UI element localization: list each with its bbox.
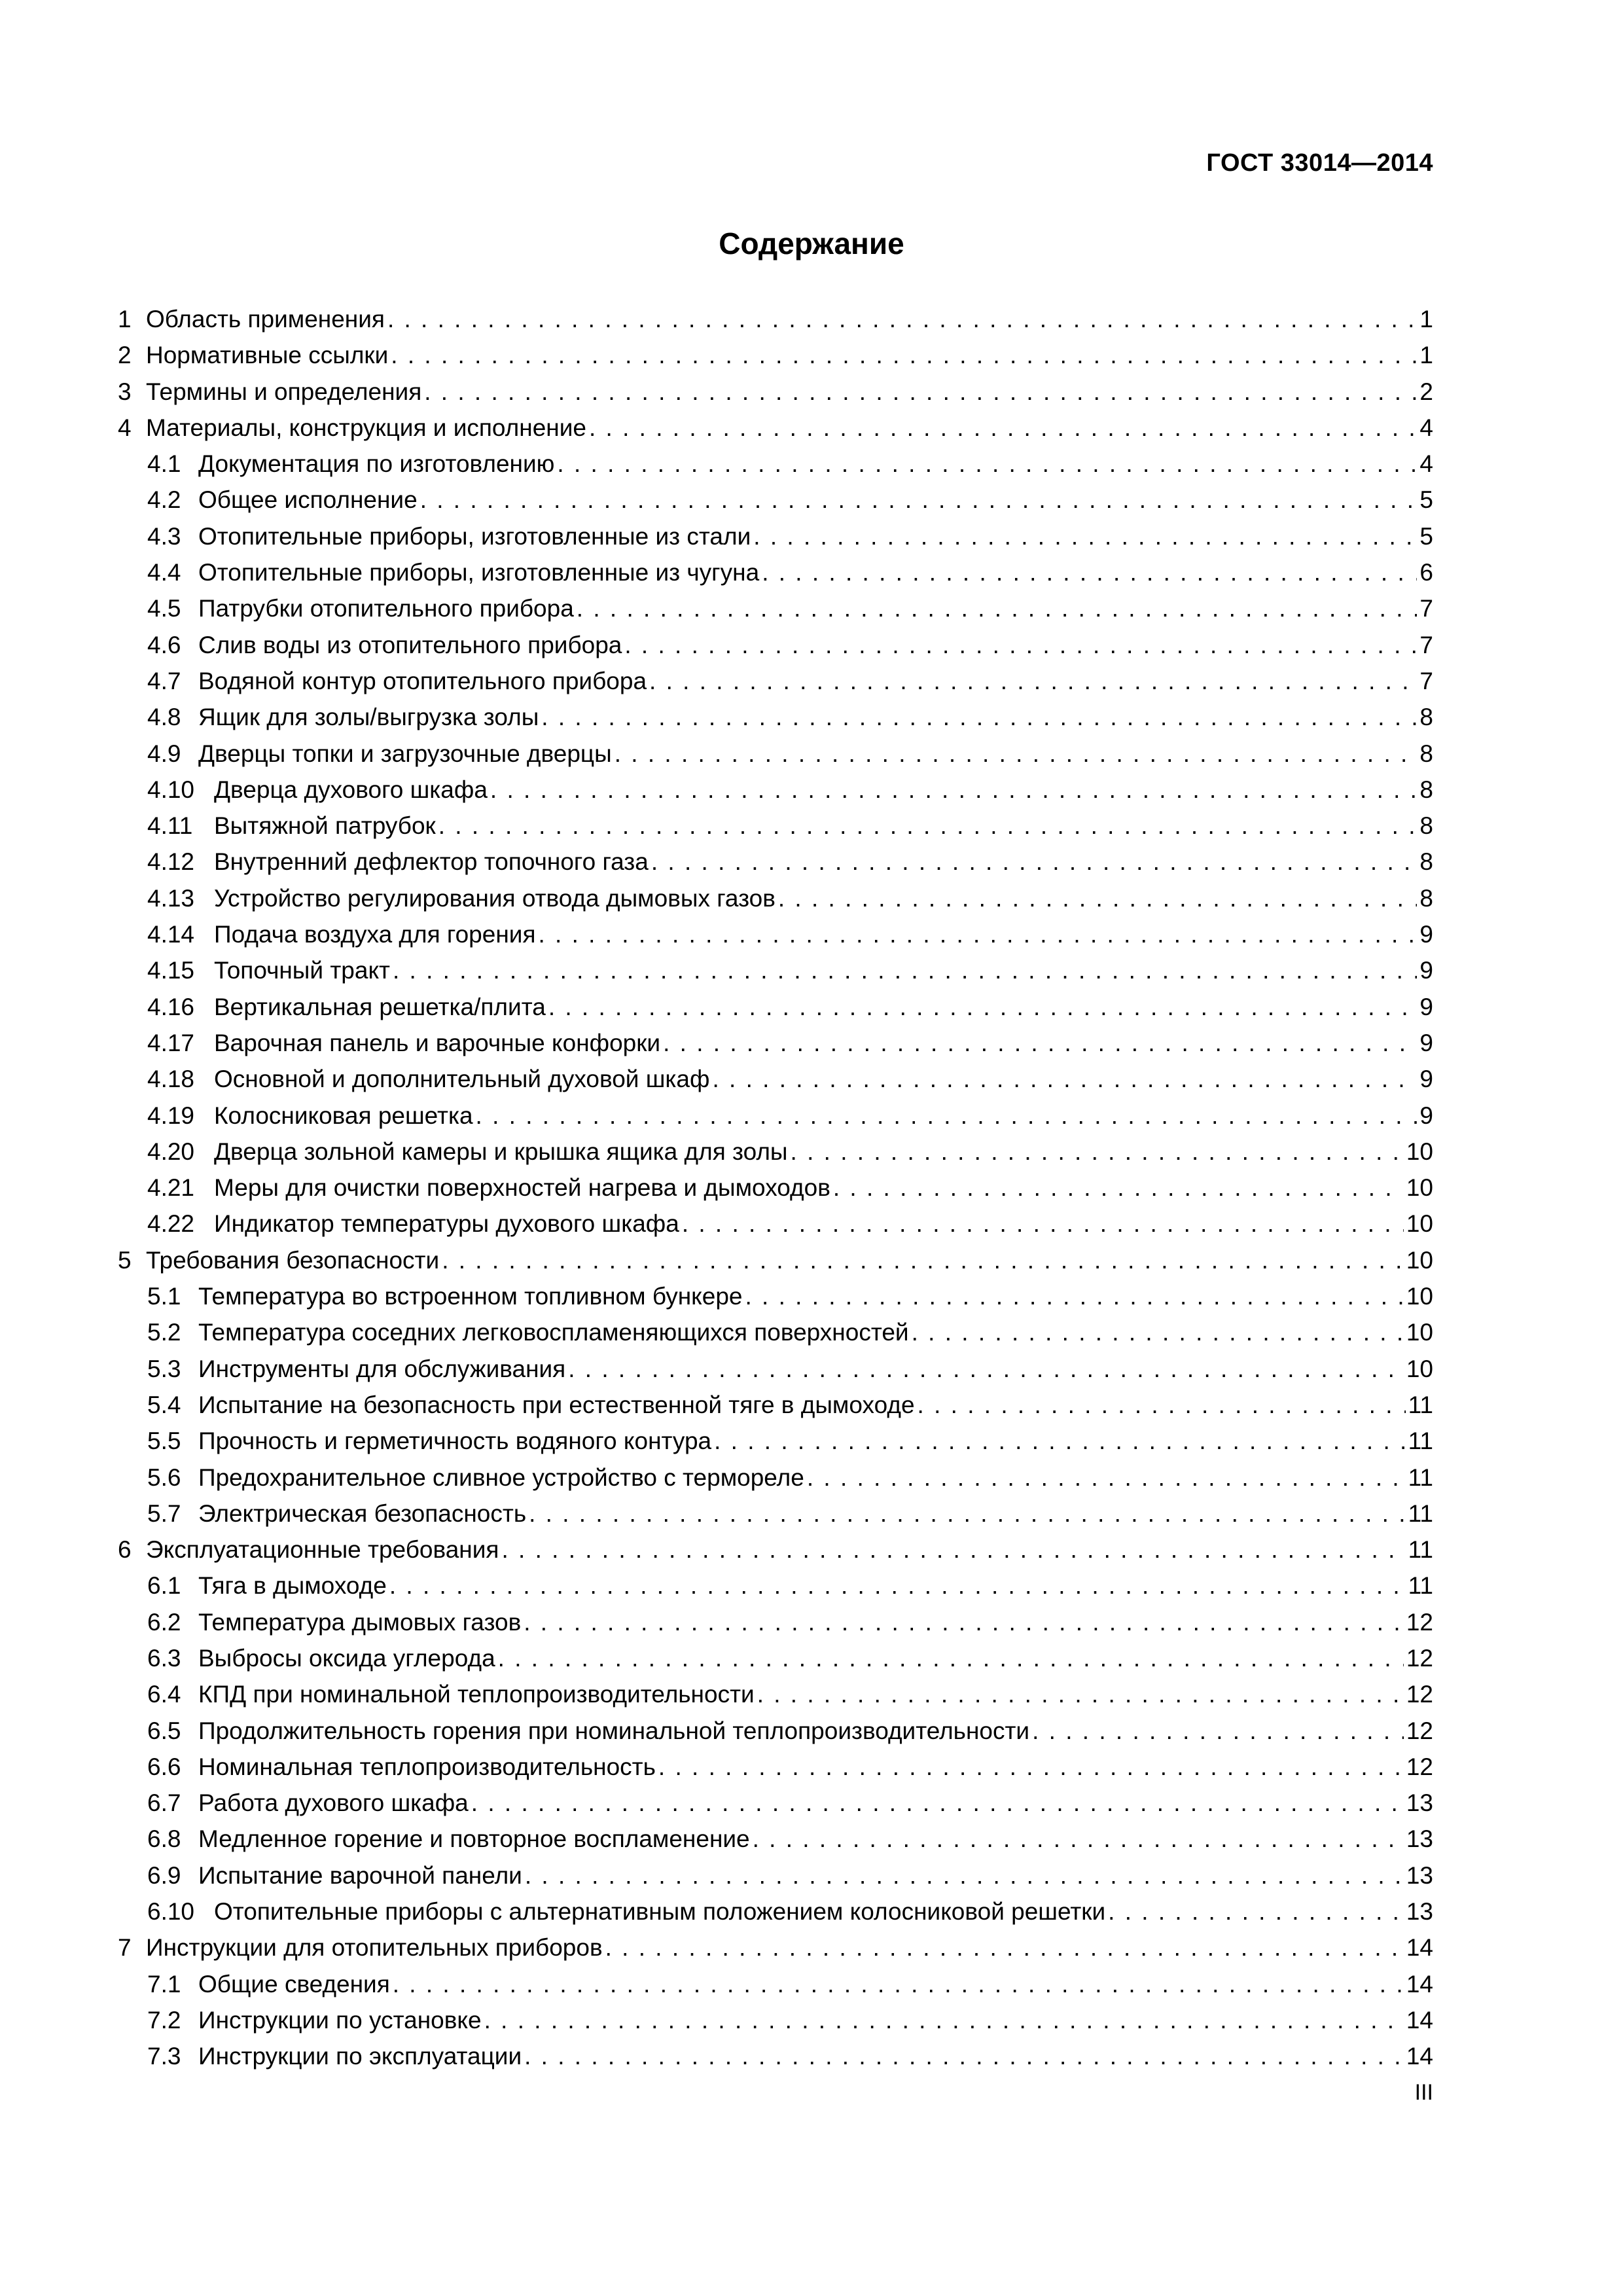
toc-entry[interactable] xyxy=(118,1170,1433,1206)
toc-entry-number: 4.17 xyxy=(147,1029,195,1056)
toc-entry-number: 4.7 xyxy=(147,667,181,694)
toc-entry-page: 13 xyxy=(1406,1898,1433,1926)
toc-entry-title: Основной и дополнительный духовой шкаф xyxy=(214,1066,710,1093)
dot-leader xyxy=(525,1857,1404,1893)
dot-leader xyxy=(538,916,1417,952)
toc-entry-title: Электрическая безопасность xyxy=(198,1499,527,1527)
page-title: Содержание xyxy=(719,226,904,260)
toc-entry-page: 4 xyxy=(1419,414,1433,441)
toc-entry[interactable] xyxy=(118,1893,1433,1929)
toc-entry[interactable] xyxy=(118,1532,1433,1568)
toc-entry-number: 7.2 xyxy=(147,2006,181,2034)
toc-entry[interactable] xyxy=(118,2002,1433,2038)
toc-entry-page: 5 xyxy=(1419,522,1433,550)
toc-entry-page: 8 xyxy=(1419,740,1433,767)
toc-entry-page: 6 xyxy=(1419,559,1433,586)
toc-entry-title: Подача воздуха для горения xyxy=(214,921,536,948)
toc-entry-number: 4.13 xyxy=(147,884,195,912)
toc-entry-page: 12 xyxy=(1406,1717,1433,1744)
toc-entry-title: Отопительные приборы, изготовленные из стали xyxy=(198,522,751,550)
toc-entry-number: 4.14 xyxy=(147,921,195,948)
toc-entry[interactable] xyxy=(118,1206,1433,1242)
dot-leader xyxy=(548,989,1418,1025)
toc-entry-title: Вытяжной патрубок xyxy=(214,812,436,840)
toc-entry-page: 1 xyxy=(1419,342,1433,369)
toc-entry-title: Документация по изготовлению xyxy=(198,450,555,478)
toc-entry[interactable] xyxy=(118,410,1433,446)
toc-entry[interactable] xyxy=(118,1061,1433,1097)
toc-entry[interactable] xyxy=(118,374,1433,410)
toc-entry-page: 5 xyxy=(1419,486,1433,514)
toc-entry[interactable] xyxy=(118,989,1433,1025)
toc-entry[interactable] xyxy=(118,1387,1433,1423)
toc-entry-page: 11 xyxy=(1408,1391,1433,1418)
document-code: ГОСТ 33014—2014 xyxy=(1206,149,1433,177)
toc-entry[interactable] xyxy=(118,1604,1433,1640)
toc-entry-number: 5.7 xyxy=(147,1499,181,1527)
dot-leader xyxy=(663,1025,1417,1061)
dot-leader xyxy=(912,1314,1404,1350)
dot-leader xyxy=(624,627,1417,663)
toc-entry-title: Устройство регулирования отвода дымовых газов xyxy=(214,884,776,912)
toc-entry-page: 10 xyxy=(1406,1246,1433,1274)
toc-entry-page: 13 xyxy=(1406,1861,1433,1889)
toc-entry-title: Температура дымовых газов xyxy=(198,1608,522,1636)
toc-entry-number: 6.9 xyxy=(147,1861,181,1889)
toc-entry-page: 14 xyxy=(1406,1970,1433,1998)
dot-leader xyxy=(498,1640,1404,1676)
toc-entry-page: 14 xyxy=(1406,1934,1433,1962)
toc-entry[interactable] xyxy=(118,1966,1433,2002)
toc-entry-page: 10 xyxy=(1406,1283,1433,1310)
dot-leader xyxy=(712,1061,1417,1097)
toc-entry[interactable] xyxy=(118,554,1433,590)
toc-entry[interactable] xyxy=(118,337,1433,373)
dot-leader xyxy=(658,1749,1404,1785)
toc-entry-number: 2 xyxy=(118,342,132,369)
toc-entry-title: Ящик для золы/выгрузка золы xyxy=(198,704,539,731)
toc-entry-title: Термины и определения xyxy=(146,378,422,405)
toc-entry[interactable] xyxy=(118,1460,1433,1496)
toc-entry-page: 12 xyxy=(1406,1644,1433,1672)
toc-entry-title: Материалы, конструкция и исполнение xyxy=(146,414,586,441)
dot-leader xyxy=(393,952,1417,988)
toc-entry[interactable] xyxy=(118,1857,1433,1893)
toc-entry-title: Температура соседних легковоспламеняющихся поверхностей xyxy=(198,1319,909,1346)
toc-entry-title: Общее исполнение xyxy=(198,486,418,514)
toc-entry-title: Тяга в дымоходе xyxy=(198,1572,387,1600)
toc-entry-title: Медленное горение и повторное воспламенение xyxy=(198,1825,750,1853)
dot-leader xyxy=(476,1098,1418,1134)
dot-leader xyxy=(615,736,1418,772)
toc-entry-number: 1 xyxy=(118,306,132,332)
dot-leader xyxy=(490,772,1418,808)
toc-entry-title: Общие сведения xyxy=(198,1970,390,1998)
dot-leader xyxy=(524,2038,1404,2074)
toc-entry-title: Инструкции по эксплуатации xyxy=(198,2043,522,2070)
dot-leader xyxy=(420,482,1418,518)
toc-entry-number: 4.11 xyxy=(147,812,193,840)
toc-entry-title: Индикатор температуры духового шкафа xyxy=(214,1210,679,1238)
toc-entry[interactable] xyxy=(118,1640,1433,1676)
dot-leader xyxy=(753,1821,1404,1857)
toc-entry[interactable] xyxy=(118,590,1433,626)
dot-leader xyxy=(424,374,1417,410)
dot-leader xyxy=(651,844,1418,880)
toc-entry-number: 4.6 xyxy=(147,631,181,658)
toc-entry[interactable] xyxy=(118,1929,1433,1965)
dot-leader xyxy=(541,699,1417,735)
toc-entry[interactable] xyxy=(118,1568,1433,1604)
dot-leader xyxy=(438,808,1418,844)
toc-entry-title: Инструкции для отопительных приборов xyxy=(146,1934,603,1962)
toc-entry-title: Продолжительность горения при номинальной теплопроизводительности xyxy=(198,1717,1030,1744)
dot-leader xyxy=(501,1532,1405,1568)
toc-entry[interactable] xyxy=(118,844,1433,880)
toc-entry-number: 6.2 xyxy=(147,1608,181,1636)
toc-entry-page: 11 xyxy=(1408,1572,1433,1600)
toc-entry[interactable] xyxy=(118,1423,1433,1459)
toc-entry-number: 4.21 xyxy=(147,1174,195,1202)
toc-entry-number: 4.22 xyxy=(147,1210,195,1238)
toc-entry-page: 9 xyxy=(1419,957,1433,984)
toc-entry-title: Работа духового шкафа xyxy=(198,1789,469,1817)
toc-entry[interactable] xyxy=(118,1278,1433,1314)
toc-entry[interactable] xyxy=(118,663,1433,699)
dot-leader xyxy=(605,1929,1404,1965)
toc-entry[interactable] xyxy=(118,518,1433,554)
toc-entry[interactable] xyxy=(118,1713,1433,1749)
dot-leader xyxy=(682,1206,1404,1242)
dot-leader xyxy=(778,880,1418,916)
toc-entry-page: 10 xyxy=(1406,1174,1433,1202)
toc-entry-page: 8 xyxy=(1419,848,1433,876)
toc-entry-title: Водяной контур отопительного прибора xyxy=(198,667,647,694)
toc-entry-number: 6 xyxy=(118,1536,132,1564)
toc-entry[interactable] xyxy=(118,301,1433,337)
toc-entry-title: Слив воды из отопительного прибора xyxy=(198,631,622,658)
toc-entry-page: 10 xyxy=(1406,1210,1433,1238)
toc-entry[interactable] xyxy=(118,916,1433,952)
dot-leader xyxy=(568,1351,1404,1387)
toc-entry-number: 4.16 xyxy=(147,993,195,1020)
toc-entry[interactable] xyxy=(118,736,1433,772)
toc-entry-number: 4.10 xyxy=(147,776,195,803)
toc-entry-page: 9 xyxy=(1419,993,1433,1020)
toc-entry-number: 6.6 xyxy=(147,1753,181,1780)
toc-entry-title: Предохранительное сливное устройство с термореле xyxy=(198,1463,804,1491)
toc-entry[interactable] xyxy=(118,446,1433,482)
toc-entry-title: Дверца духового шкафа xyxy=(214,776,488,803)
toc-entry[interactable] xyxy=(118,1314,1433,1350)
toc-entry-page: 12 xyxy=(1406,1608,1433,1636)
toc-entry-number: 5.1 xyxy=(147,1283,181,1310)
toc-entry-page: 10 xyxy=(1406,1138,1433,1165)
toc-entry-number: 4.20 xyxy=(147,1138,195,1165)
dot-leader xyxy=(577,590,1418,626)
toc-entry-page: 10 xyxy=(1406,1355,1433,1382)
toc-entry-number: 4.18 xyxy=(147,1066,195,1093)
dot-leader xyxy=(442,1242,1404,1278)
toc-entry-title: Дверцы топки и загрузочные дверцы xyxy=(198,740,612,767)
toc-entry-number: 5.2 xyxy=(147,1319,181,1346)
toc-entry-number: 5 xyxy=(118,1246,132,1274)
toc-entry-number: 5.5 xyxy=(147,1427,181,1455)
toc-entry-title: Вертикальная решетка/плита xyxy=(214,993,546,1020)
toc-entry[interactable] xyxy=(118,1134,1433,1170)
dot-leader xyxy=(484,2002,1404,2038)
toc-entry-page: 2 xyxy=(1419,378,1433,405)
toc-entry-page: 1 xyxy=(1419,306,1433,332)
toc-entry-page: 7 xyxy=(1419,667,1433,694)
toc-entry-title: Номинальная теплопроизводительность xyxy=(198,1753,656,1780)
toc-entry-title: Колосниковая решетка xyxy=(214,1102,473,1129)
dot-leader xyxy=(649,663,1417,699)
toc-entry[interactable] xyxy=(118,1785,1433,1821)
toc-entry-page: 12 xyxy=(1406,1681,1433,1708)
toc-entry-title: Внутренний дефлектор топочного газа xyxy=(214,848,649,876)
dot-leader xyxy=(529,1496,1405,1532)
toc-entry-number: 6.7 xyxy=(147,1789,181,1817)
toc-entry-page: 8 xyxy=(1419,776,1433,803)
dot-leader xyxy=(753,518,1417,554)
toc-entry-title: Требования безопасности xyxy=(146,1246,440,1274)
toc-entry[interactable] xyxy=(118,699,1433,735)
toc-entry-number: 6.3 xyxy=(147,1644,181,1672)
toc-entry-page: 8 xyxy=(1419,704,1433,731)
toc-entry-title: Испытание варочной панели xyxy=(198,1861,522,1889)
toc-entry-number: 4.9 xyxy=(147,740,181,767)
toc-entry[interactable] xyxy=(118,808,1433,844)
toc-entry-number: 4.8 xyxy=(147,704,181,731)
toc-entry-page: 11 xyxy=(1408,1463,1433,1491)
dot-leader xyxy=(918,1387,1406,1423)
toc-entry-page: 11 xyxy=(1408,1536,1433,1564)
toc-entry-page: 13 xyxy=(1406,1789,1433,1817)
toc-entry-title: Нормативные ссылки xyxy=(146,342,389,369)
table-of-contents xyxy=(118,301,1433,2075)
toc-entry-title: Отопительные приборы с альтернативным положением колосниковой решетки xyxy=(214,1898,1106,1926)
toc-entry-title: Эксплуатационные требования xyxy=(146,1536,499,1564)
toc-entry-number: 5.6 xyxy=(147,1463,181,1491)
dot-leader xyxy=(391,337,1417,373)
toc-entry-title: Испытание на безопасность при естественной тяге в дымоходе xyxy=(198,1391,915,1418)
dot-leader xyxy=(387,301,1417,337)
toc-entry-number: 4.5 xyxy=(147,595,181,622)
toc-entry-number: 4.19 xyxy=(147,1102,195,1129)
toc-entry[interactable] xyxy=(118,1242,1433,1278)
toc-entry-page: 9 xyxy=(1419,921,1433,948)
toc-entry-page: 8 xyxy=(1419,812,1433,840)
toc-entry-number: 4.3 xyxy=(147,522,181,550)
toc-entry[interactable] xyxy=(118,2038,1433,2074)
toc-entry[interactable] xyxy=(118,627,1433,663)
dot-leader xyxy=(393,1966,1404,2002)
dot-leader xyxy=(762,554,1417,590)
toc-entry-page: 9 xyxy=(1419,1102,1433,1129)
toc-entry[interactable] xyxy=(118,1821,1433,1857)
toc-entry-title: Выбросы оксида углерода xyxy=(198,1644,495,1672)
dot-leader xyxy=(557,446,1417,482)
toc-entry-number: 4.4 xyxy=(147,559,181,586)
toc-entry-number: 4.15 xyxy=(147,957,195,984)
toc-entry-title: Дверца зольной камеры и крышка ящика для золы xyxy=(214,1138,788,1165)
toc-entry-number: 7 xyxy=(118,1934,132,1962)
dot-leader xyxy=(791,1134,1404,1170)
toc-entry-title: КПД при номинальной теплопроизводительности xyxy=(198,1681,755,1708)
dot-leader xyxy=(745,1278,1404,1314)
toc-entry-title: Инструкции по установке xyxy=(198,2006,482,2034)
toc-entry-page: 13 xyxy=(1406,1825,1433,1853)
dot-leader xyxy=(389,1568,1406,1604)
toc-entry-title: Топочный тракт xyxy=(214,957,390,984)
dot-leader xyxy=(807,1460,1406,1496)
dot-leader xyxy=(757,1676,1404,1712)
toc-entry[interactable] xyxy=(118,482,1433,518)
toc-entry-number: 4.12 xyxy=(147,848,195,876)
toc-entry[interactable] xyxy=(118,952,1433,988)
toc-entry-number: 5.4 xyxy=(147,1391,181,1418)
toc-entry[interactable] xyxy=(118,1496,1433,1532)
toc-entry-title: Прочность и герметичность водяного контура xyxy=(198,1427,712,1455)
toc-entry-page: 10 xyxy=(1406,1319,1433,1346)
toc-entry[interactable] xyxy=(118,1351,1433,1387)
toc-entry-page: 8 xyxy=(1419,884,1433,912)
toc-entry-page: 14 xyxy=(1406,2006,1433,2034)
toc-entry-number: 4 xyxy=(118,414,132,441)
dot-leader xyxy=(1032,1713,1404,1749)
toc-entry-number: 3 xyxy=(118,378,132,405)
toc-entry[interactable] xyxy=(118,1676,1433,1712)
toc-entry-number: 4.1 xyxy=(147,450,181,478)
toc-entry-page: 11 xyxy=(1408,1427,1433,1455)
dot-leader xyxy=(1108,1893,1404,1929)
toc-entry-page: 9 xyxy=(1419,1066,1433,1093)
toc-entry-number: 7.1 xyxy=(147,1970,181,1998)
toc-entry-number: 6.4 xyxy=(147,1681,181,1708)
toc-entry-title: Область применения xyxy=(146,306,385,332)
toc-entry-number: 6.10 xyxy=(147,1898,195,1926)
toc-entry-title: Отопительные приборы, изготовленные из чугуна xyxy=(198,559,760,586)
toc-entry-title: Патрубки отопительного прибора xyxy=(198,595,574,622)
toc-entry-page: 7 xyxy=(1419,631,1433,658)
toc-entry-page: 12 xyxy=(1406,1753,1433,1780)
toc-entry[interactable] xyxy=(118,1025,1433,1061)
toc-entry-title: Варочная панель и варочные конфорки xyxy=(214,1029,661,1056)
toc-entry[interactable] xyxy=(118,880,1433,916)
toc-entry-page: 11 xyxy=(1408,1499,1433,1527)
toc-entry-title: Температура во встроенном топливном бункере xyxy=(198,1283,743,1310)
dot-leader xyxy=(833,1170,1404,1206)
toc-entry-title: Меры для очистки поверхностей нагрева и дымоходов xyxy=(214,1174,830,1202)
page-number: III xyxy=(1414,2080,1433,2105)
dot-leader xyxy=(589,410,1417,446)
toc-entry-page: 9 xyxy=(1419,1029,1433,1056)
toc-entry[interactable] xyxy=(118,772,1433,808)
toc-entry-number: 5.3 xyxy=(147,1355,181,1382)
dot-leader xyxy=(524,1604,1404,1640)
toc-entry-number: 6.5 xyxy=(147,1717,181,1744)
toc-entry[interactable] xyxy=(118,1098,1433,1134)
toc-entry-number: 6.8 xyxy=(147,1825,181,1853)
dot-leader xyxy=(471,1785,1404,1821)
toc-entry-number: 7.3 xyxy=(147,2043,181,2070)
toc-entry-page: 14 xyxy=(1406,2043,1433,2070)
dot-leader xyxy=(714,1423,1405,1459)
toc-entry-number: 6.1 xyxy=(147,1572,181,1600)
toc-entry-page: 7 xyxy=(1419,595,1433,622)
toc-entry-number: 4.2 xyxy=(147,486,181,514)
toc-entry-page: 4 xyxy=(1419,450,1433,478)
toc-entry-title: Инструменты для обслуживания xyxy=(198,1355,566,1382)
toc-entry[interactable] xyxy=(118,1749,1433,1785)
